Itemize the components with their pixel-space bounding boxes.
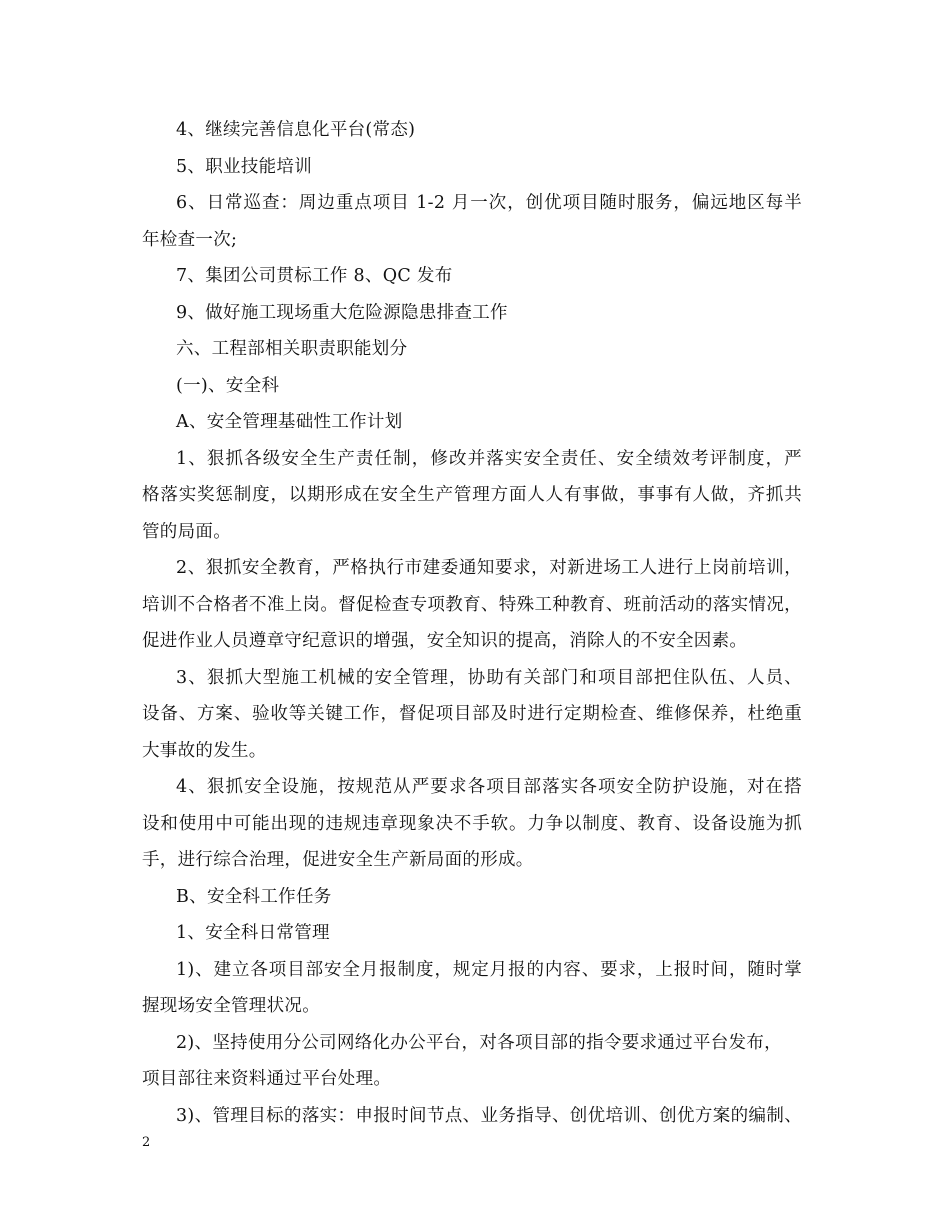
text-line: 3)、管理目标的落实：申报时间节点、业务指导、创优培训、创优方案的编制、 bbox=[176, 1105, 802, 1126]
text-line: 项目部往来资料通过平台处理。 bbox=[142, 1069, 392, 1089]
text-line: 4、继续完善信息化平台(常态) bbox=[176, 120, 416, 140]
text-line: 5、职业技能培训 bbox=[176, 156, 313, 177]
text-line: 格落实奖惩制度，以期形成在安全生产管理方面人人有事做，事事有人做，齐抓共 bbox=[142, 485, 802, 505]
text-line: 手，进行综合治理，促进安全生产新局面的形成。 bbox=[142, 850, 534, 870]
page-number: 2 bbox=[142, 1135, 151, 1150]
section-heading: 六、工程部相关职责职能划分 bbox=[176, 339, 408, 359]
text-line: 大事故的发生。 bbox=[142, 740, 267, 761]
text-line: 握现场安全管理状况。 bbox=[142, 996, 320, 1016]
text-line: 培训不合格者不准上岗。督促检查专项教育、特殊工种教育、班前活动的落实情况， bbox=[142, 594, 802, 615]
text-line: 2、狠抓安全教育，严格执行市建委通知要求，对新进场工人进行上岗前培训， bbox=[176, 558, 802, 578]
text-line: 7、集团公司贯标工作 8、QC 发布 bbox=[176, 266, 453, 286]
document-body bbox=[142, 112, 817, 1134]
subsection-heading: 1、安全科日常管理 bbox=[176, 923, 330, 943]
text-line: 9、做好施工现场重大危险源隐患排查工作 bbox=[176, 302, 508, 323]
text-line: 1、狠抓各级安全生产责任制，修改并落实安全责任、安全绩效考评制度，严 bbox=[176, 448, 802, 469]
text-line: 2)、坚持使用分公司网络化办公平台，对各项目部的指令要求通过平台发布， bbox=[176, 1032, 782, 1053]
text-line: 4、狠抓安全设施，按规范从严要求各项目部落实各项安全防护设施，对在搭 bbox=[176, 777, 802, 797]
text-line: 3、狠抓大型施工机械的安全管理，协助有关部门和项目部把住队伍、人员、 bbox=[176, 667, 802, 688]
text-line: 年检查一次; bbox=[142, 229, 238, 250]
subsection-heading: (一)、安全科 bbox=[176, 375, 280, 396]
text-line: 促进作业人员遵章守纪意识的增强，安全知识的提高，消除人的不安全因素。 bbox=[142, 631, 748, 651]
text-line: 管的局面。 bbox=[142, 521, 231, 542]
subsection-heading: B、安全科工作任务 bbox=[176, 886, 332, 907]
text-line: 设备、方案、验收等关键工作，督促项目部及时进行定期检查、维修保养，杜绝重 bbox=[142, 704, 802, 724]
text-line: 6、日常巡查：周边重点项目 1-2 月一次，创优项目随时服务，偏远地区每半 bbox=[176, 193, 802, 213]
subsection-heading: A、安全管理基础性工作计划 bbox=[176, 412, 403, 432]
text-line: 1)、建立各项目部安全月报制度，规定月报的内容、要求，上报时间，随时掌 bbox=[176, 959, 802, 980]
text-line: 设和使用中可能出现的违规违章现象决不手软。力争以制度、教育、设备设施为抓 bbox=[142, 813, 802, 834]
